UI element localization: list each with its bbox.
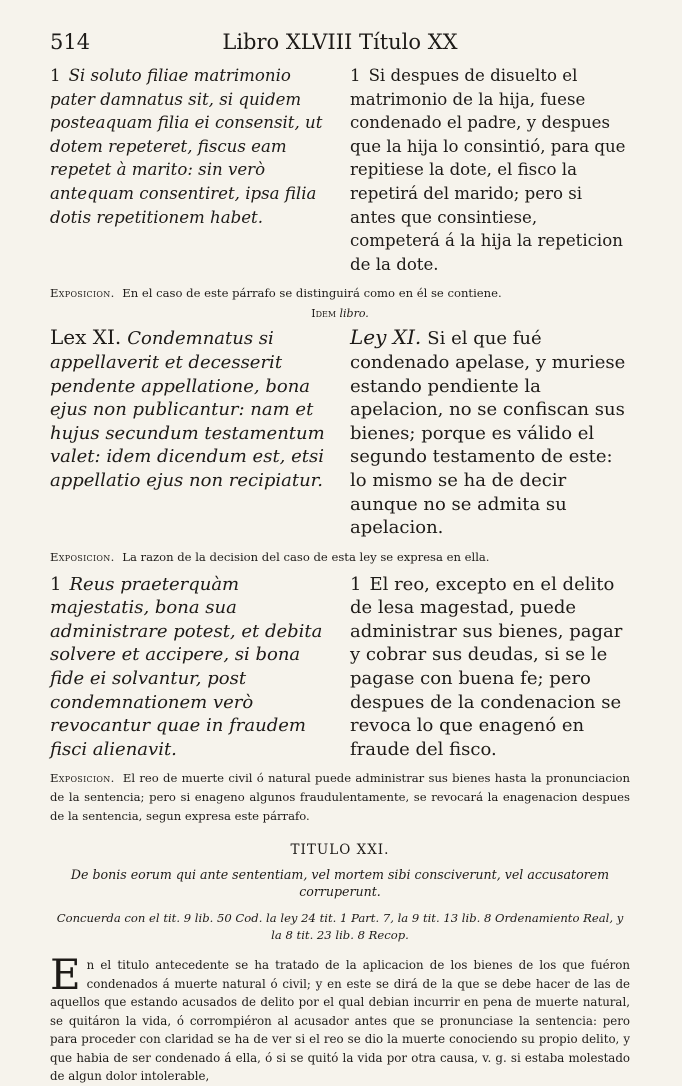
body-paragraph bbox=[50, 950, 630, 1086]
latin-text: Reus praeterquàm majestatis, bona sua administrare potest, et debita solvere et accipere, si bona fide ei solvantur, post condemnationem verò revocantur quae in fraudem fisci alienavit. bbox=[50, 573, 323, 760]
latin-text: Si soluto filiae matrimonio pater damnatus sit, si quidem posteaquam filia ei consensit, ut dotem repeteret, fiscus eam repetet à marito: sin verò antequam consentiret, ipsa filia dotis repetitionem habet. bbox=[50, 66, 323, 227]
titulo-subtitle: De bonis eorum qui ante sententiam, vel mortem sibi consciverunt, vel accusatorem corruperunt. bbox=[70, 867, 610, 900]
paragraph-number: 1 bbox=[350, 573, 362, 595]
idem-text: libro. bbox=[339, 307, 369, 321]
page bbox=[50, 30, 630, 1086]
titulo-heading: TITULO XXI. bbox=[290, 842, 390, 859]
spanish-column bbox=[350, 573, 630, 762]
paragraph-number: 1 bbox=[50, 66, 61, 85]
exposicion-3 bbox=[50, 769, 630, 826]
latin-column bbox=[50, 326, 333, 539]
exposicion-1 bbox=[50, 284, 630, 303]
spanish-text: Si despues de disuelto el matrimonio de la hija, fuese condenado el padre, y despues que la hija lo consintió, para que repitiese la dote, el fisco la repetirá del marido; pero si antes que consintiese, competerá á la hija la repeticion de la dote. bbox=[350, 66, 626, 274]
section-3 bbox=[50, 573, 630, 762]
running-title: Libro XLVIII Título XX bbox=[222, 30, 458, 54]
drop-cap: E bbox=[50, 950, 81, 1000]
exposicion-label: Exposicion. bbox=[50, 286, 115, 301]
lex-label: Lex XI. bbox=[50, 325, 122, 350]
paragraph-number: 1 bbox=[50, 573, 62, 595]
latin-column bbox=[50, 64, 333, 276]
body-text: n el titulo antecedente se ha tratado de la aplicacion de los bienes de los que fuéron condenados á muerte natural ó civil; y en este se dirá de la que se debe hacer de las de aquellos que estando acusados de delito por el qual debian incurrir en pena de muerte natural, se quitáron la vida, ó corrompiéron al acusador antes que se pronunciase la sentencia: pero para proceder con claridad se ha de ver si el reo se dio la muerte conociendo su propio delito, y que habia de ser condenado á ella, ó si se quitó la vida por otra causa, v. g. si estaba molestado de algun dolor intolerable, bbox=[50, 958, 630, 1084]
exposicion-text: La razon de la decision del caso de esta ley se expresa en ella. bbox=[122, 549, 490, 564]
exposicion-text: El reo de muerte civil ó natural puede administrar sus bienes hasta la pronunciacion de la sentencia; pero si enageno algunos fraudulentamente, se revocará la enagenacion despues de la sentencia, segun expresa este párrafo. bbox=[50, 771, 630, 824]
concuerda-note: Concuerda con el tit. 9 lib. 50 Cod. la ley 24 tit. 1 Part. 7, la 9 tit. 13 lib. 8 Ordenamiento Real, y la 8 tit. 23 lib. 8 Recop. bbox=[56, 911, 624, 943]
section-2 bbox=[50, 326, 630, 539]
latin-text: Condemnatus si appellaverit et decesserit pendente appellatione, bona ejus non publicantur: nam et hujus secundum testamentum valet: idem dicendum est, etsi appellatio ejus non recipiatur. bbox=[50, 328, 325, 491]
exposicion-text: En el caso de este párrafo se distinguirá como en él se contiene. bbox=[122, 286, 502, 301]
spanish-text: Si el que fué condenado apelase, y muriese estando pendiente la apelacion, no se confiscan sus bienes; porque es válido el segundo testamento de este: lo mismo se ha de decir aunque no se admita su apelacion. bbox=[350, 328, 626, 539]
page-header bbox=[50, 30, 630, 60]
spanish-text: El reo, excepto en el delito de lesa magestad, puede administrar sus bienes, pagar y cobrar sus deudas, si se le pagase con buena fe; pero despues de la condenacion se revoca lo que enagenó en fraude del fisco. bbox=[350, 573, 623, 760]
idem-label: Idem bbox=[311, 307, 337, 321]
latin-column bbox=[50, 573, 333, 762]
idem-libro bbox=[50, 307, 630, 320]
exposicion-label: Exposicion. bbox=[50, 771, 115, 786]
section-1 bbox=[50, 64, 630, 276]
ley-label: Ley XI. bbox=[350, 325, 422, 350]
spanish-column bbox=[350, 64, 630, 276]
paragraph-number: 1 bbox=[350, 66, 361, 85]
exposicion-label: Exposicion. bbox=[50, 549, 115, 564]
spanish-column bbox=[350, 326, 630, 539]
exposicion-2 bbox=[50, 548, 630, 567]
page-number: 514 bbox=[50, 30, 91, 54]
